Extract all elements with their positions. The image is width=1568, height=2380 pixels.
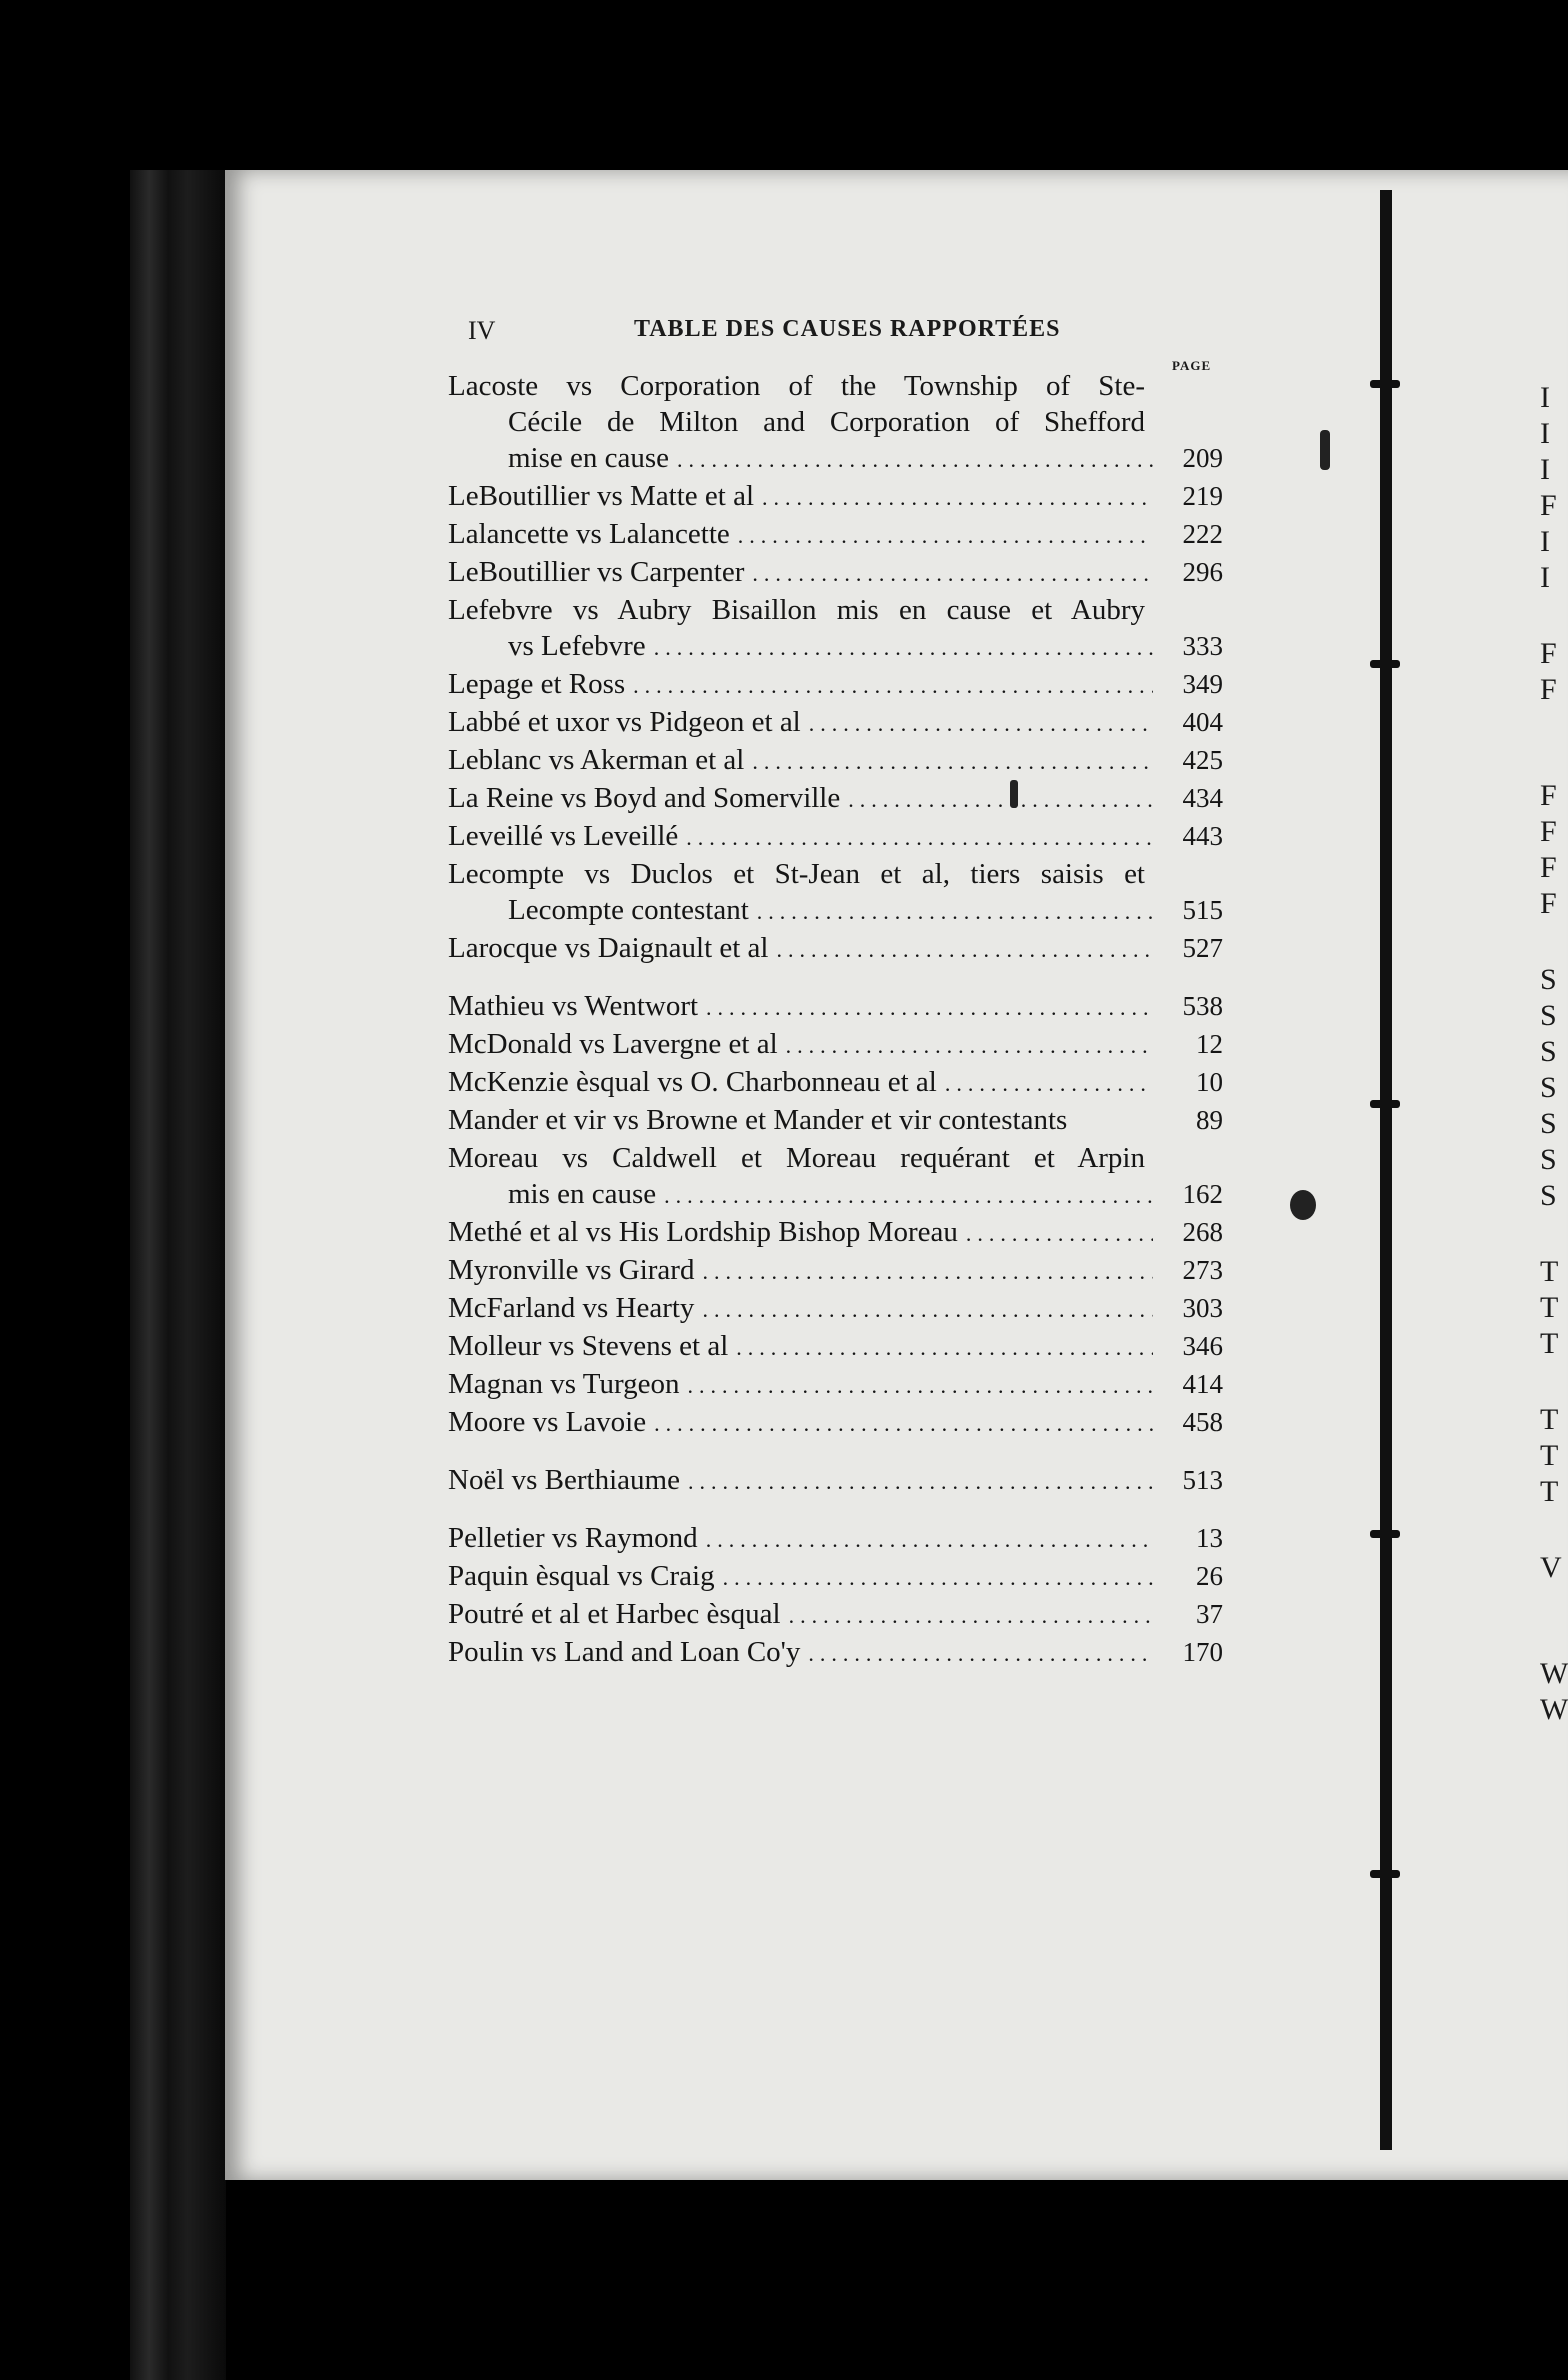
facing-page-letter: I [1540, 417, 1550, 450]
case-page-number: 458 [1182, 1407, 1223, 1437]
case-entry [448, 780, 1223, 818]
case-title: Leveillé vs Leveillé [448, 820, 679, 852]
case-entry [448, 1558, 1223, 1596]
case-page-number: 89 [1196, 1105, 1223, 1135]
facing-page-letter: F [1540, 637, 1557, 670]
case-entry [448, 1328, 1223, 1366]
facing-page-letter: T [1540, 1327, 1559, 1360]
case-entry [448, 704, 1223, 742]
case-entry [448, 1026, 1223, 1064]
case-entry [448, 1252, 1223, 1290]
dot-leader [752, 744, 1153, 780]
ink-mark [1320, 430, 1330, 470]
dot-leader [686, 820, 1153, 856]
case-entry [448, 1520, 1223, 1558]
facing-page-letter: T [1540, 1475, 1559, 1508]
case-title: Labbé et uxor vs Pidgeon et al [448, 706, 801, 738]
case-entry [448, 1064, 1223, 1102]
dot-leader [808, 1636, 1153, 1672]
case-page-number: 333 [1182, 631, 1223, 661]
ink-blot [1290, 1190, 1316, 1220]
case-entry [448, 666, 1223, 704]
case-page-number: 268 [1182, 1217, 1223, 1247]
case-title: vs Lefebvre [508, 630, 646, 662]
case-entry [448, 368, 1223, 478]
case-page-number: 404 [1182, 707, 1223, 737]
dot-leader [945, 1066, 1153, 1102]
facing-page-letter: S [1540, 1035, 1557, 1068]
case-title-line: Moreau vs Caldwell et Moreau requérant et Arpin [448, 1142, 1145, 1174]
case-page-number: 209 [1182, 443, 1223, 473]
case-entry [448, 930, 1223, 968]
case-page-number: 12 [1196, 1029, 1223, 1059]
case-title: Lalancette vs Lalancette [448, 518, 730, 550]
dot-leader [762, 480, 1153, 516]
case-page-number: 162 [1182, 1179, 1223, 1209]
dot-leader [702, 1292, 1153, 1328]
case-title: Methé et al vs His Lordship Bishop Moreau [448, 1216, 958, 1248]
dot-leader [786, 1028, 1153, 1064]
case-entry [448, 516, 1223, 554]
case-page-number: 303 [1182, 1293, 1223, 1323]
case-page-number: 349 [1182, 669, 1223, 699]
case-page-number: 170 [1182, 1637, 1223, 1667]
case-title: Leblanc vs Akerman et al [448, 744, 745, 776]
dot-leader [688, 1368, 1154, 1404]
running-title: TABLE DES CAUSES RAPPORTÉES [634, 316, 1061, 342]
case-entry [448, 1214, 1223, 1252]
facing-page-letter: F [1540, 673, 1557, 706]
case-page-number: 527 [1182, 933, 1223, 963]
case-title: mis en cause [508, 1178, 657, 1210]
case-page-number: 425 [1182, 745, 1223, 775]
case-title-line: Lefebvre vs Aubry Bisaillon mis en cause et Aubry [448, 594, 1145, 626]
case-title: McKenzie èsqual vs O. Charbonneau et al [448, 1066, 937, 1098]
case-page-number: 346 [1182, 1331, 1223, 1361]
facing-page-letter: F [1540, 815, 1557, 848]
facing-page-letter: T [1540, 1291, 1559, 1324]
facing-page-letter: I [1540, 453, 1550, 486]
facing-page-letter: I [1540, 525, 1550, 558]
facing-page-letter: F [1540, 851, 1557, 884]
facing-page-letter: W [1540, 1693, 1568, 1726]
dot-leader [848, 782, 1153, 818]
case-page-number: 443 [1182, 821, 1223, 851]
case-entry [448, 1366, 1223, 1404]
facing-page-fragment [1540, 380, 1568, 1728]
case-title: Pelletier vs Raymond [448, 1522, 698, 1554]
binding-stitch [1370, 380, 1400, 388]
case-entry [448, 1634, 1223, 1672]
case-title: Paquin èsqual vs Craig [448, 1560, 715, 1592]
case-page-number: 414 [1182, 1369, 1223, 1399]
dot-leader [633, 668, 1153, 704]
case-title: Mander et vir vs Browne et Mander et vir contestants [448, 1104, 1068, 1136]
page-header [468, 316, 1248, 352]
binding-stitch [1370, 1530, 1400, 1538]
case-title-line: Lacoste vs Corporation of the Township of Ste- [448, 370, 1145, 402]
case-page-number: 515 [1182, 895, 1223, 925]
dot-leader [789, 1598, 1153, 1634]
binding-stitch [1370, 1870, 1400, 1878]
case-entry [448, 478, 1223, 516]
case-title: Lecompte contestant [508, 894, 749, 926]
dot-leader [777, 932, 1154, 968]
facing-page-letter: S [1540, 1107, 1557, 1140]
facing-page-letter: W [1540, 1657, 1568, 1690]
dot-leader [752, 556, 1153, 592]
dot-leader [738, 518, 1153, 554]
facing-page-letter: F [1540, 887, 1557, 920]
case-entry [448, 856, 1223, 930]
case-entry [448, 592, 1223, 666]
case-page-number: 273 [1182, 1255, 1223, 1285]
case-entry [448, 1140, 1223, 1214]
case-title-line: Lecompte vs Duclos et St-Jean et al, tiers saisis et [448, 858, 1145, 890]
dot-leader [736, 1330, 1153, 1366]
case-page-number: 10 [1196, 1067, 1223, 1097]
case-title: La Reine vs Boyd and Somerville [448, 782, 841, 814]
binding-stitch [1370, 1100, 1400, 1108]
facing-page-letter: F [1540, 489, 1557, 522]
case-title: Magnan vs Turgeon [448, 1368, 680, 1400]
binding-stitch [1370, 660, 1400, 668]
page-number: IV [468, 316, 496, 345]
facing-page-letter: I [1540, 381, 1550, 414]
case-title-line: Cécile de Milton and Corporation of Shefford [508, 406, 1145, 438]
facing-page-letter: T [1540, 1255, 1559, 1288]
case-title: Myronville vs Girard [448, 1254, 695, 1286]
case-title: LeBoutillier vs Matte et al [448, 480, 755, 512]
facing-page-letter: V [1540, 1551, 1562, 1584]
book-fore-edge [130, 170, 226, 2380]
ink-mark [1010, 780, 1018, 808]
case-page-number: 222 [1182, 519, 1223, 549]
facing-page-letter: T [1540, 1403, 1559, 1436]
case-title: McDonald vs Lavergne et al [448, 1028, 778, 1060]
facing-page-letter: S [1540, 999, 1557, 1032]
case-entry [448, 818, 1223, 856]
case-title: Moore vs Lavoie [448, 1406, 647, 1438]
dot-leader [757, 894, 1153, 930]
case-entry [448, 1102, 1223, 1140]
binding-gutter-line [1380, 190, 1392, 2150]
facing-page-letter: S [1540, 1071, 1557, 1104]
dot-leader [688, 1464, 1153, 1500]
case-entry [448, 1596, 1223, 1634]
case-title: Lepage et Ross [448, 668, 626, 700]
dot-leader [702, 1254, 1153, 1290]
facing-page-letter: S [1540, 1179, 1557, 1212]
case-title: mise en cause [508, 442, 670, 474]
case-page-number: 434 [1182, 783, 1223, 813]
dot-leader [654, 630, 1153, 666]
case-page-number: 219 [1182, 481, 1223, 511]
dot-leader [677, 442, 1153, 478]
case-title: Larocque vs Daignault et al [448, 932, 769, 964]
case-entry [448, 988, 1223, 1026]
case-page-number: 296 [1182, 557, 1223, 587]
table-of-cases [448, 368, 1223, 1672]
dot-leader [654, 1406, 1153, 1442]
case-title: Mathieu vs Wentwort [448, 990, 699, 1022]
case-page-number: 26 [1196, 1561, 1223, 1591]
facing-page-letter: S [1540, 1143, 1557, 1176]
case-title: Poulin vs Land and Loan Co'y [448, 1636, 801, 1668]
facing-page-letter: I [1540, 561, 1550, 594]
dot-leader [966, 1216, 1153, 1252]
dot-leader [723, 1560, 1153, 1596]
case-entry [448, 554, 1223, 592]
facing-page-letter: T [1540, 1439, 1559, 1472]
facing-page-letter: S [1540, 963, 1557, 996]
page-column-label: PAGE [1172, 358, 1212, 373]
case-entry [448, 1462, 1223, 1500]
case-entry [448, 1404, 1223, 1442]
case-page-number: 37 [1196, 1599, 1223, 1629]
case-title: Noël vs Berthiaume [448, 1464, 680, 1496]
case-title: LeBoutillier vs Carpenter [448, 556, 745, 588]
dot-leader [809, 706, 1153, 742]
case-title: McFarland vs Hearty [448, 1292, 695, 1324]
dot-leader [664, 1178, 1153, 1214]
case-page-number: 513 [1182, 1465, 1223, 1495]
case-title: Poutré et al et Harbec èsqual [448, 1598, 781, 1630]
facing-page-letter: F [1540, 779, 1557, 812]
case-entry [448, 742, 1223, 780]
dot-leader [706, 1522, 1153, 1558]
dot-leader [706, 990, 1153, 1026]
case-title: Molleur vs Stevens et al [448, 1330, 729, 1362]
case-page-number: 13 [1196, 1523, 1223, 1553]
case-page-number: 538 [1182, 991, 1223, 1021]
case-entry [448, 1290, 1223, 1328]
